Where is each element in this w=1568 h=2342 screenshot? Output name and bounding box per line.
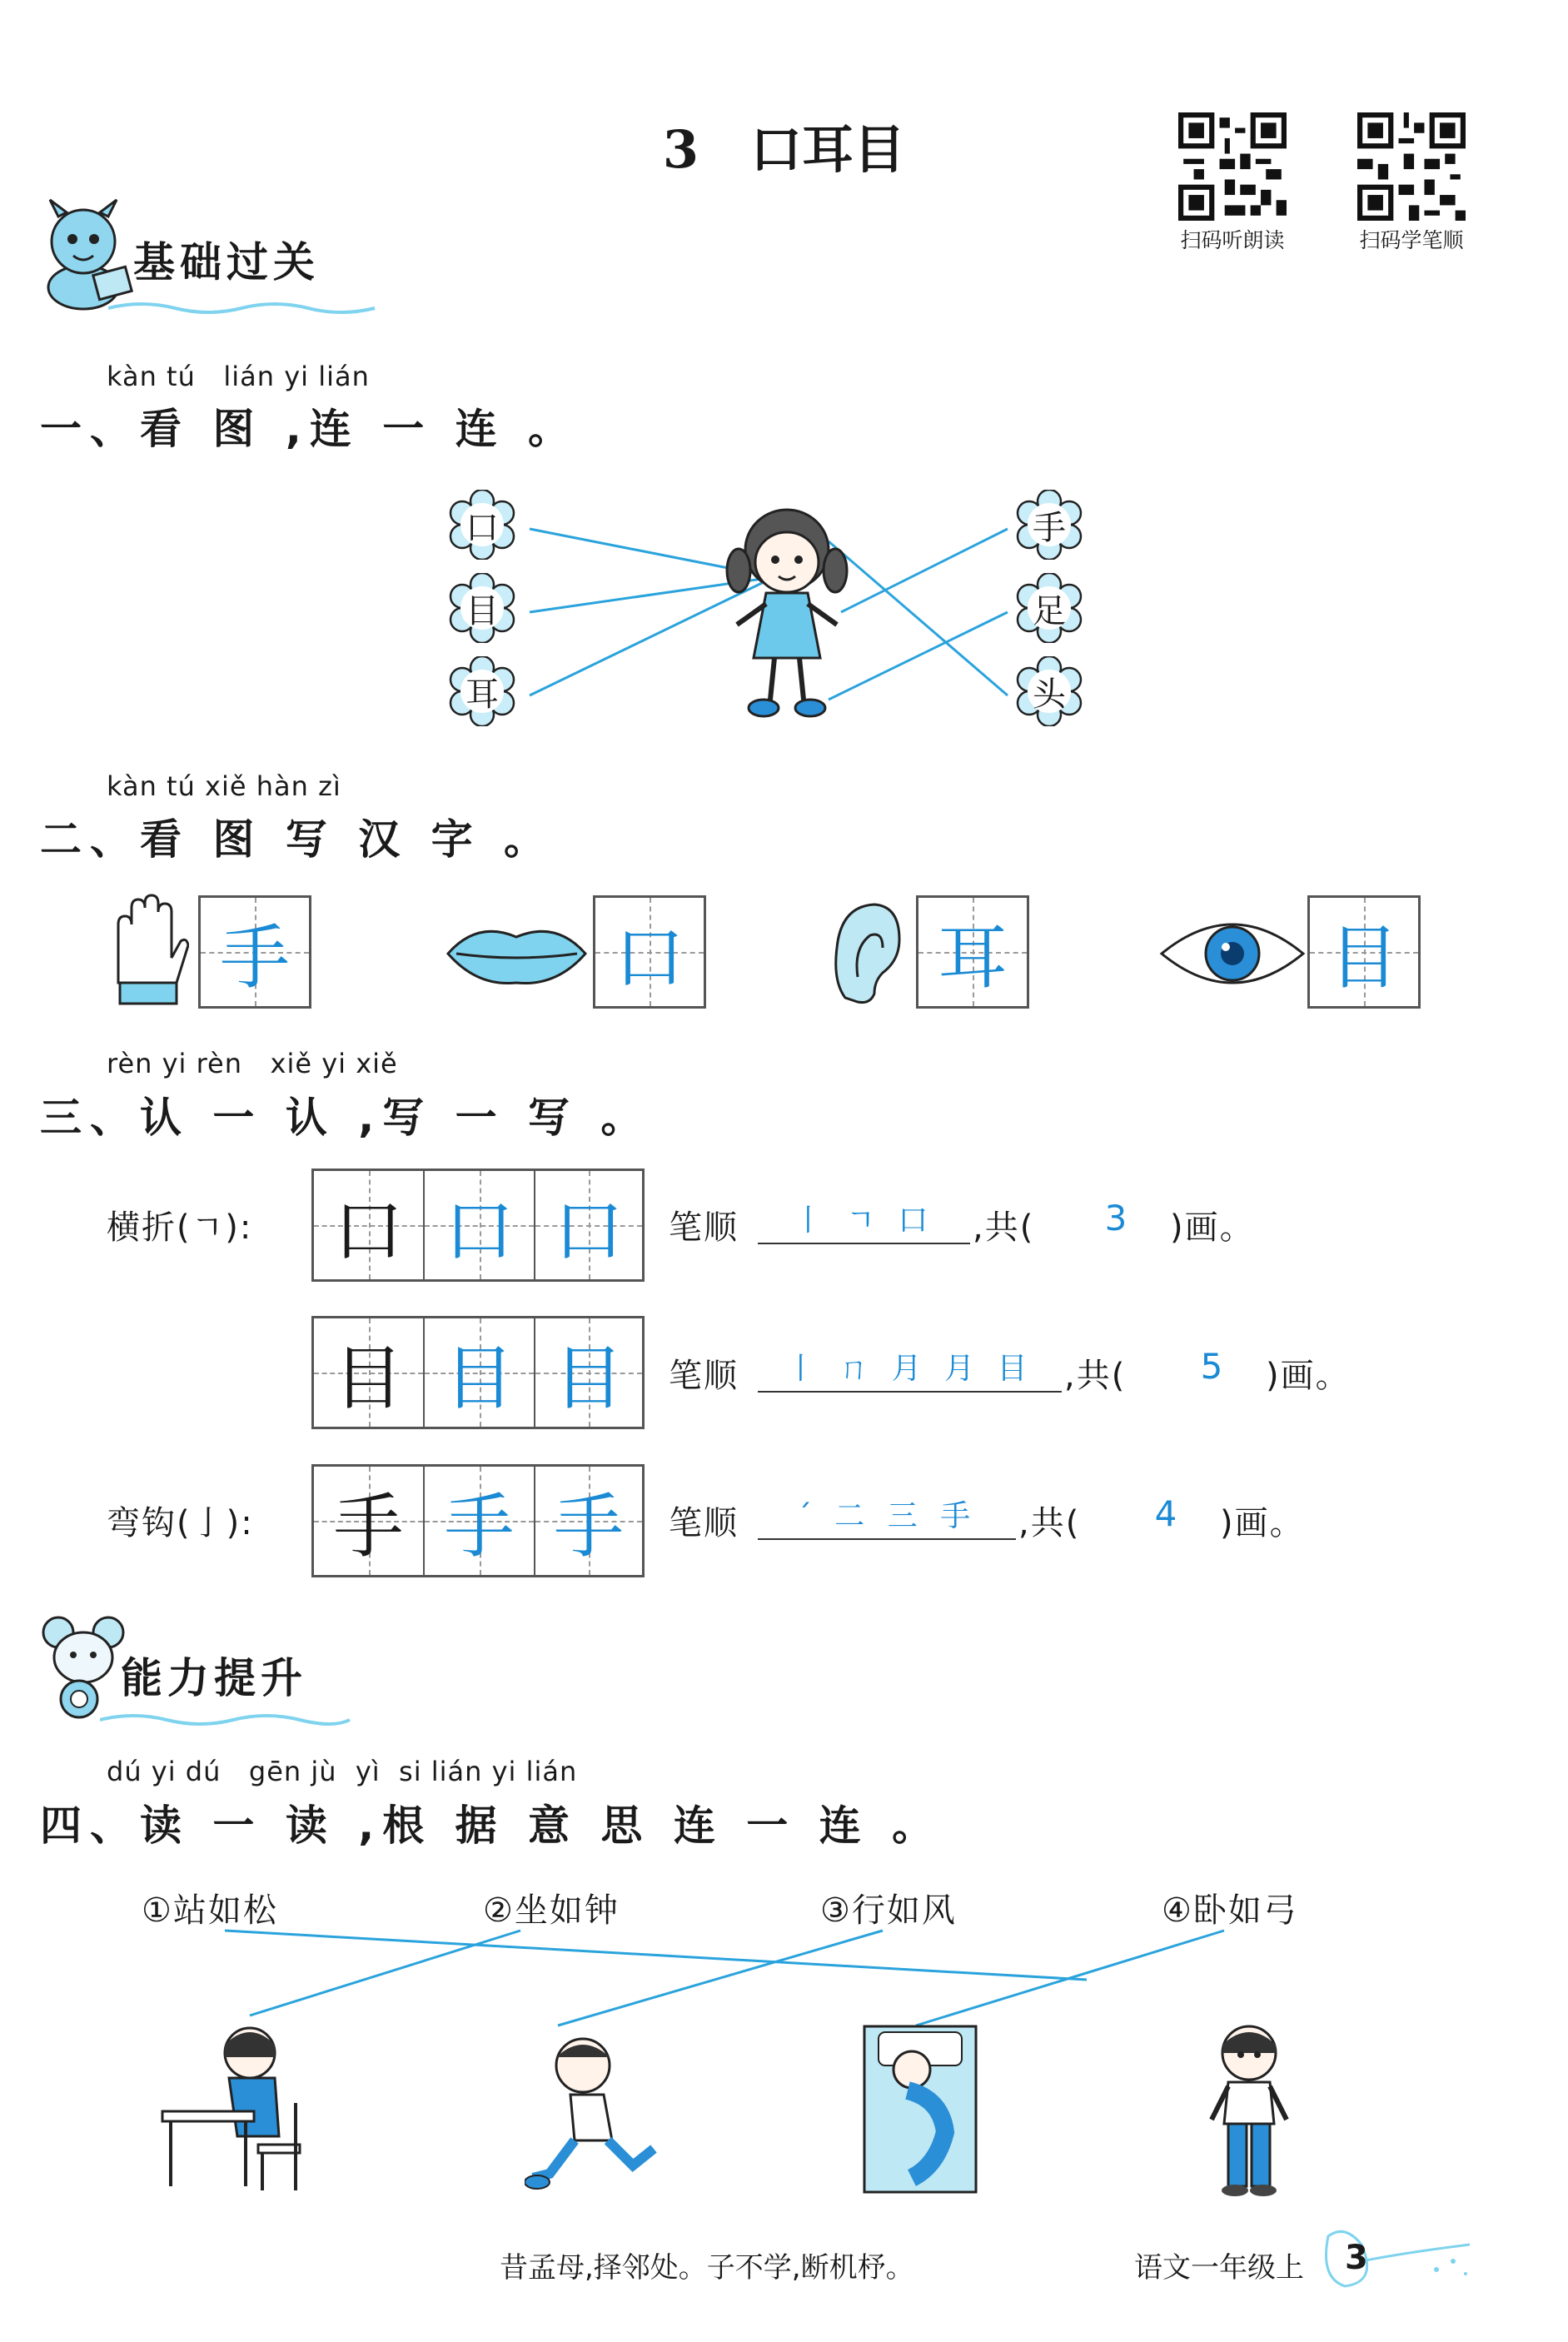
q4-pinyin: dú yi dú gēn jù yì si lián yi lián bbox=[107, 1756, 578, 1787]
hand-icon bbox=[102, 891, 189, 1008]
answer-grid-eye[interactable] bbox=[1307, 895, 1421, 1009]
count-suffix: )画。 bbox=[1266, 1357, 1351, 1395]
practice-char: 目 bbox=[444, 1337, 515, 1419]
practice-grid[interactable] bbox=[311, 1169, 645, 1282]
answer-char: 耳 bbox=[937, 916, 1008, 999]
footer-verse: 昔孟母,择邻处。子不学,断机杼。 bbox=[500, 2251, 914, 2285]
practice-char: 口 bbox=[444, 1189, 515, 1272]
practice-grid[interactable] bbox=[311, 1316, 645, 1429]
qr-caption-stroke: 扫码学笔顺 bbox=[1359, 228, 1464, 252]
practice-char: 手 bbox=[553, 1485, 624, 1567]
answer-char: 手 bbox=[219, 916, 290, 999]
practice-char: 口 bbox=[333, 1189, 404, 1272]
practice-char: 目 bbox=[333, 1337, 404, 1419]
q1-pinyin: kàn tú lián yi lián bbox=[107, 361, 370, 392]
footer-book: 语文一年级上 bbox=[1134, 2251, 1304, 2285]
count-prefix: ,共( bbox=[1018, 1504, 1081, 1542]
q2-pinyin: kàn tú xiě hàn zì bbox=[107, 770, 341, 802]
flower-char-label: 足 bbox=[1033, 591, 1066, 630]
answer-grid-ear[interactable] bbox=[916, 895, 1029, 1009]
stroke-count[interactable]: 5 bbox=[1200, 1346, 1223, 1387]
answer-grid-lips[interactable] bbox=[593, 895, 706, 1009]
section-banner-advanced bbox=[33, 1612, 307, 1723]
flower-char-right[interactable] bbox=[1014, 490, 1084, 563]
practice-char: 手 bbox=[333, 1485, 404, 1567]
count-suffix: )画。 bbox=[1170, 1208, 1255, 1247]
section-title-advanced: 能力提升 bbox=[121, 1654, 307, 1702]
q1-title: 一、看 图 ,连 一 连 。 bbox=[40, 405, 579, 453]
answer-char: 口 bbox=[614, 916, 684, 999]
eye-icon bbox=[1157, 912, 1307, 995]
flower-char-label: 目 bbox=[465, 591, 499, 630]
answer-grid-hand[interactable] bbox=[198, 895, 311, 1009]
stroke-order-field[interactable]: 丨 ㄇ 月 月 目 bbox=[758, 1348, 1062, 1393]
sleeping-boy-icon bbox=[862, 2024, 978, 2195]
phrase-item[interactable]: ④卧如弓 bbox=[1162, 1891, 1298, 1930]
girl-icon bbox=[720, 500, 854, 725]
q4-title: 四、读 一 读 ,根 据 意 思 连 一 连 。 bbox=[40, 1801, 943, 1850]
q3-title: 三、认 一 认 ,写 一 写 。 bbox=[40, 1094, 651, 1142]
flower-char-left[interactable] bbox=[447, 573, 517, 646]
q3-pinyin: rèn yi rèn xiě yi xiě bbox=[107, 1048, 398, 1079]
practice-char: 手 bbox=[444, 1485, 515, 1567]
stroke-count[interactable]: 4 bbox=[1154, 1493, 1177, 1534]
flower-char-right[interactable] bbox=[1014, 656, 1084, 730]
stroke-order-field[interactable]: ˊ 二 三 手 bbox=[758, 1495, 1016, 1540]
page-title: 3 口耳目 bbox=[662, 119, 906, 180]
stroke-order-label: 笔顺 bbox=[669, 1208, 739, 1247]
stroke-count[interactable]: 3 bbox=[1104, 1198, 1127, 1238]
stroke-order-label: 笔顺 bbox=[669, 1357, 739, 1395]
practice-grid[interactable] bbox=[311, 1464, 645, 1577]
page-badge-icon bbox=[1312, 2220, 1478, 2295]
flower-char-left[interactable] bbox=[447, 490, 517, 563]
girl-illustration bbox=[720, 500, 854, 728]
qr-caption-listen: 扫码听朗读 bbox=[1180, 228, 1285, 252]
count-suffix: )画。 bbox=[1220, 1504, 1305, 1542]
phrase-item[interactable]: ②坐如钟 bbox=[483, 1891, 620, 1930]
answer-char: 目 bbox=[1328, 916, 1399, 999]
mouse-mascot-icon bbox=[33, 1612, 133, 1720]
count-prefix: ,共( bbox=[973, 1208, 1035, 1247]
practice-char: 目 bbox=[553, 1337, 624, 1419]
standing-boy-icon bbox=[1195, 2020, 1303, 2199]
flower-char-right[interactable] bbox=[1014, 573, 1084, 646]
stroke-row-label: 弯钩(亅): bbox=[107, 1504, 254, 1542]
q2-title: 二、看 图 写 汉 字 。 bbox=[40, 815, 555, 864]
flower-char-label: 耳 bbox=[465, 675, 499, 714]
ear-icon bbox=[829, 898, 903, 1006]
phrase-item[interactable]: ①站如松 bbox=[142, 1891, 278, 1930]
sitting-boy-icon bbox=[158, 2020, 304, 2199]
section-title-basic: 基础过关 bbox=[133, 238, 320, 287]
running-boy-icon bbox=[525, 2032, 666, 2199]
flower-char-left[interactable] bbox=[447, 656, 517, 730]
lips-icon bbox=[444, 920, 590, 987]
stroke-row-label: 横折(ㄱ): bbox=[107, 1208, 253, 1247]
flower-char-label: 头 bbox=[1033, 675, 1066, 714]
practice-char: 口 bbox=[553, 1189, 624, 1272]
count-prefix: ,共( bbox=[1064, 1357, 1127, 1395]
page-number: 3 bbox=[1345, 2239, 1368, 2277]
flower-char-label: 手 bbox=[1033, 508, 1066, 547]
wave-divider bbox=[100, 1707, 358, 1732]
stroke-order-label: 笔顺 bbox=[669, 1504, 739, 1542]
stroke-order-field[interactable]: 丨 ㄱ 口 bbox=[758, 1199, 970, 1244]
flower-char-label: 口 bbox=[465, 508, 499, 547]
phrase-item[interactable]: ③行如风 bbox=[820, 1891, 957, 1930]
